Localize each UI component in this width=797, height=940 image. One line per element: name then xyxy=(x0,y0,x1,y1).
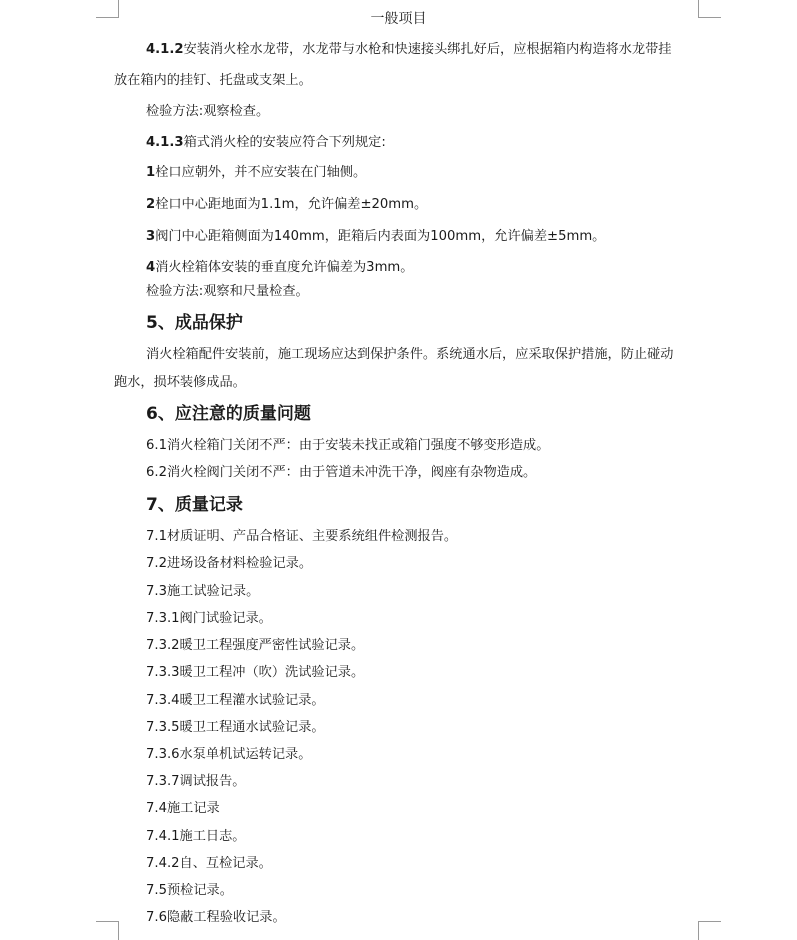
list-item: 7.6隐蔽工程验收记录。 xyxy=(146,910,286,925)
page-header-title: 一般项目 xyxy=(370,11,427,27)
list-item: 7.2进场设备材料检验记录。 xyxy=(146,556,313,571)
list-item: 7.3.6水泵单机试运转记录。 xyxy=(146,747,312,762)
clause-number: 4.1.2 xyxy=(146,42,184,57)
list-item: 7.5预检记录。 xyxy=(146,883,233,898)
section-heading: 5、成品保护 xyxy=(146,313,243,333)
page-corner-mark xyxy=(698,921,721,940)
list-item: 6.1消火栓箱门关闭不严：由于安装未找正或箱门强度不够变形造成。 xyxy=(146,438,550,453)
list-item: 7.3.3暖卫工程冲（吹）洗试验记录。 xyxy=(146,665,365,680)
clause-number: 4.1.3 xyxy=(146,135,184,150)
list-item: 6.2消火栓阀门关闭不严：由于管道未冲洗干净，阀座有杂物造成。 xyxy=(146,465,537,480)
list-item: 7.4.2自、互检记录。 xyxy=(146,856,272,871)
page-corner-mark xyxy=(96,921,119,940)
clause-text: 安装消火栓水龙带，水龙带与水枪和快速接头绑扎好后，应根据箱内构造将水龙带挂 xyxy=(183,42,672,57)
list-item: 2栓口中心距地面为1.1m，允许偏差±20mm。 xyxy=(146,197,428,212)
list-item: 7.3施工试验记录。 xyxy=(146,584,260,599)
section-heading: 7、质量记录 xyxy=(146,495,243,515)
paragraph-line: 跑水，损坏装修成品。 xyxy=(114,375,246,390)
list-item: 7.3.1阀门试验记录。 xyxy=(146,611,272,626)
inspection-method: 检验方法:观察和尺量检查。 xyxy=(146,284,309,299)
list-item: 7.3.2暖卫工程强度严密性试验记录。 xyxy=(146,638,365,653)
section-heading: 6、应注意的质量问题 xyxy=(146,404,311,424)
list-item: 7.4施工记录 xyxy=(146,801,220,816)
paragraph-line: 放在箱内的挂钉、托盘或支架上。 xyxy=(114,73,312,88)
list-item: 4消火栓箱体安装的垂直度允许偏差为3mm。 xyxy=(146,260,414,275)
list-item: 3阀门中心距箱侧面为140mm，距箱后内表面为100mm，允许偏差±5mm。 xyxy=(146,229,606,244)
list-item: 7.3.7调试报告。 xyxy=(146,774,246,789)
list-item: 7.4.1施工日志。 xyxy=(146,829,246,844)
inspection-method: 检验方法:观察检查。 xyxy=(146,104,270,119)
clause-text: 箱式消火栓的安装应符合下列规定: xyxy=(183,135,386,150)
paragraph-line: 消火栓箱配件安装前，施工现场应达到保护条件。系统通水后，应采取保护措施，防止碰动 xyxy=(146,347,674,362)
paragraph-line xyxy=(146,41,672,59)
paragraph-line xyxy=(146,134,386,152)
list-item: 7.3.4暖卫工程灌水试验记录。 xyxy=(146,693,325,708)
list-item: 7.1材质证明、产品合格证、主要系统组件检测报告。 xyxy=(146,529,458,544)
list-item: 1栓口应朝外，并不应安装在门轴侧。 xyxy=(146,165,367,180)
list-item: 7.3.5暖卫工程通水试验记录。 xyxy=(146,720,325,735)
